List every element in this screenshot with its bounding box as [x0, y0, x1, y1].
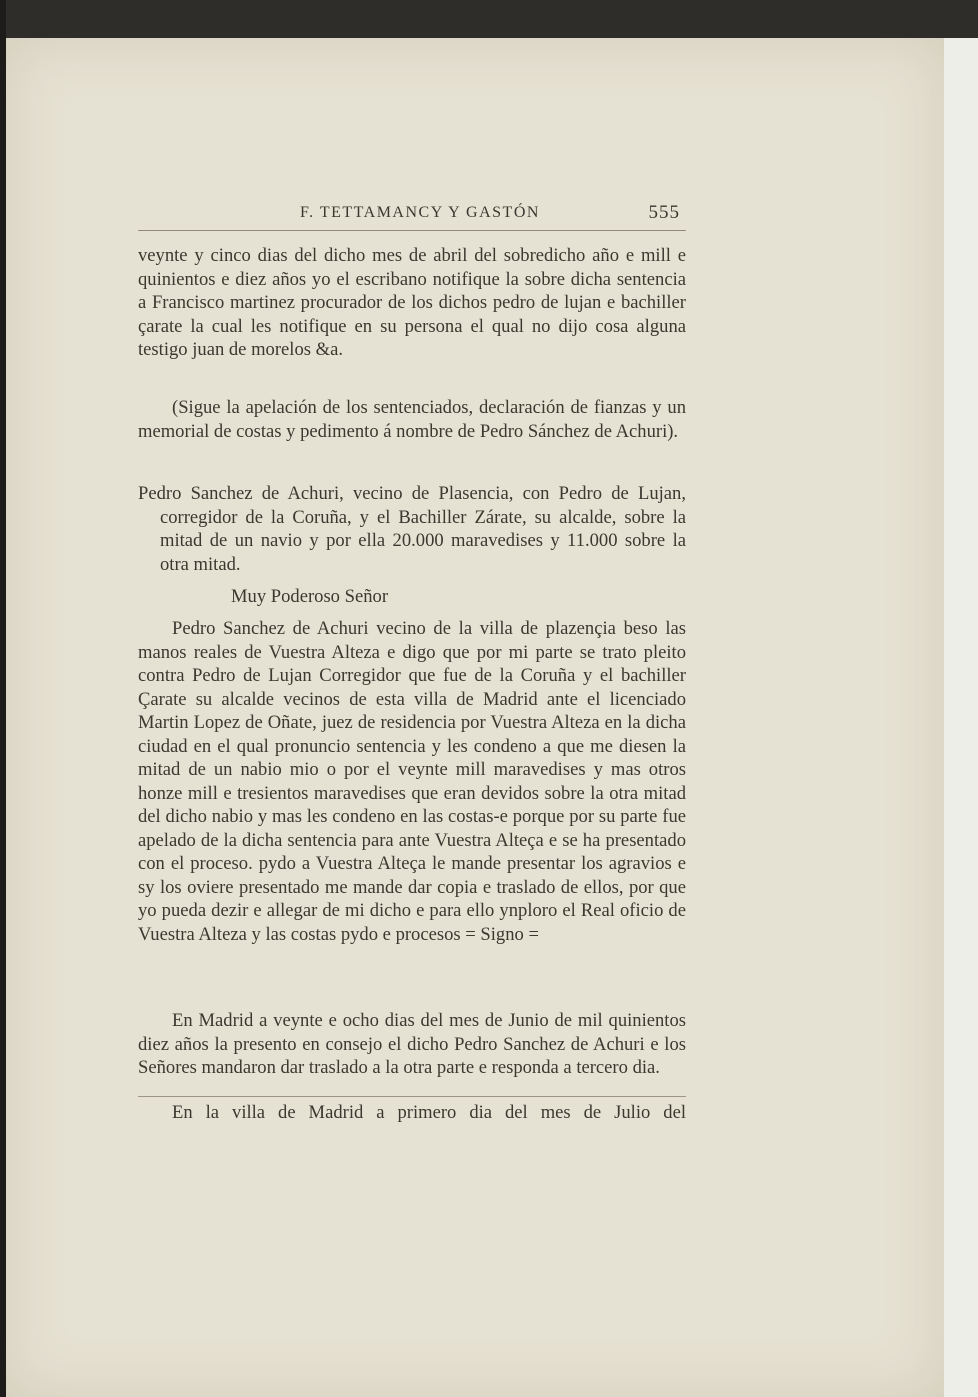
paragraph-case-summary: Pedro Sanchez de Achuri, vecino de Plasencia, con Pedro de Lujan, corregidor de la Coruña, y el Bachiller Zárate, su alcalde, sobre la mitad de un navio y por ella 20.000 maravedises y 11.000 sobre la otra mitad. [138, 483, 686, 575]
page-header [138, 204, 686, 231]
salutation: Muy Poderoso Señor [231, 586, 389, 607]
scan-right-margin [944, 38, 978, 1397]
paragraph-continuation: En la villa de Madrid a primero dia del mes de Julio del [172, 1102, 686, 1123]
running-title: F. TETTAMANCY Y GASTÓN [300, 204, 540, 221]
paragraph-editor-note: (Sigue la apelación de los sentenciados, declaración de fianzas y un memorial de costas y pedimento á nombre de Pedro Sánchez de Achuri). [138, 397, 686, 442]
paragraph-petition: Pedro Sanchez de Achuri vecino de la villa de plazençia beso las manos reales de Vuestra Alteza e digo que por mi parte se trato pleito contra Pedro de Lujan Corregidor que fue de la Coruña y el bachiller Çarate su alcalde vecinos de esta villa de Madrid ante el licenciado Martin Lopez de Oñate, juez de residencia por Vuestra Alteza en la dicha ciudad en el qual pronuncio sentencia y les condeno a que me diesen la mitad de un nabio mio o por el veynte mill maravedises y mas otros honze mill e tresientos maravedises que eran devidos sobre la otra mitad del dicho nabio y mas les condeno en las costas-e porque por su parte fue apelado de la dicha sentencia para ante Vuestra Alteça e se ha presentado con el proceso. pydo a Vuestra Alteça le mande presentar los agravios e sy los oviere presentado me mande dar copia e traslado de ellos, por que yo pueda dezir e allegar de mi dicho e para ello ynploro el Real oficio de Vuestra Alteza y las costas pydo e procesos = Signo = [138, 618, 686, 945]
section-divider [138, 1096, 686, 1097]
paragraph-presentation: En Madrid a veynte e ocho dias del mes de Junio de mil quinientos diez años la presento en consejo el dicho Pedro Sanchez de Achuri e los Señores mandaron dar traslado a la otra parte e responda a tercero dia. [138, 1010, 686, 1078]
page-number: 555 [648, 202, 680, 223]
paragraph-notification: veynte y cinco dias del dicho mes de abril del sobredicho año e mill e quinientos e diez años yo el escribano notifique la sobre dicha sentencia a Francisco martinez procurador de los dichos pedro de lujan e bachiller çarate la cual les notifique en su persona el qual no dijo cosa alguna testigo juan de morelos &a. [138, 245, 686, 360]
